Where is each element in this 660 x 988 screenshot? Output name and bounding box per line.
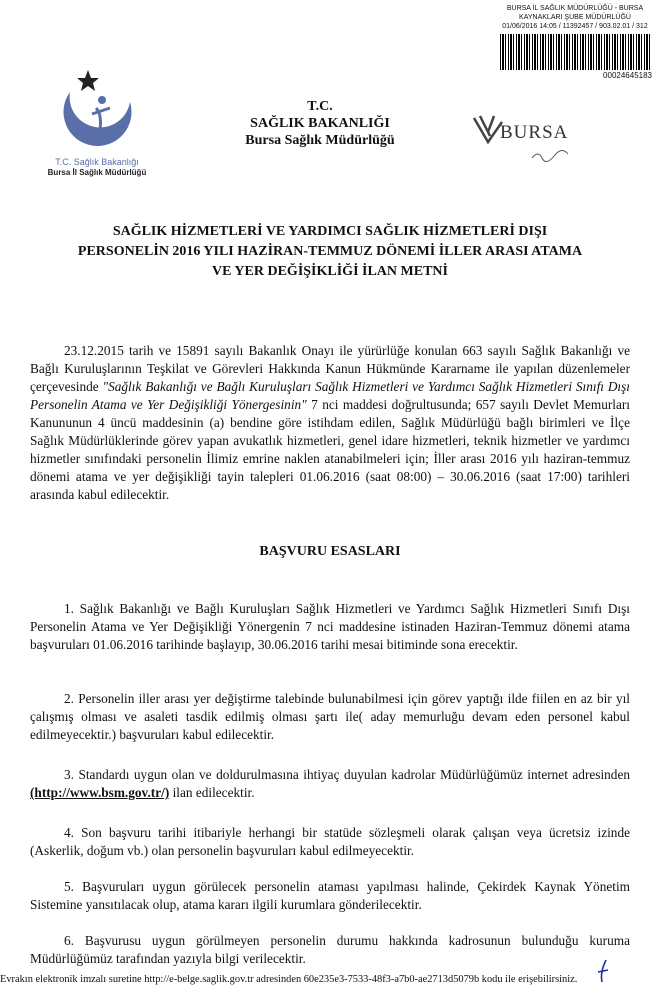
title-line-1: SAĞLIK HİZMETLERİ VE YARDIMCI SAĞLIK HİZMETLERİ DIŞI [112, 224, 548, 239]
intro-italic: "Sağlık Bakanlığı ve Bağlı Kuruluşları Sağlık Hizmetleri ve Yardımcı Sağlık Hizmetleri Sınıfı Dışı Personelin Atama ve Yer Değişikliği Yönergesinin" [30, 379, 630, 412]
stamp-line-1: BURSA İL SAĞLIK MÜDÜRLÜĞÜ - BURSA [506, 5, 644, 12]
stamp-line-2: KAYNAKLARI ŞUBE MÜDÜRLÜĞÜ [519, 14, 631, 21]
bursa-logo-text: BURSA [500, 122, 569, 143]
bursa-logo [470, 112, 580, 162]
document-stamp [492, 4, 658, 80]
logo-caption-2: Bursa İl Sağlık Müdürlüğü [47, 168, 147, 177]
signature-icon [530, 148, 570, 162]
barcode-icon [500, 34, 650, 70]
header-line-1: T.C. [307, 99, 333, 114]
ministry-logo [47, 62, 147, 180]
title-line-2: PERSONELİN 2016 YILI HAZİRAN-TEMMUZ DÖNEMİ İLLER ARASI ATAMA [77, 244, 583, 259]
section-heading: BAŞVURU ESASLARI [259, 544, 401, 559]
document-title [30, 222, 630, 282]
letterhead [220, 98, 420, 149]
e-signature-footer: Evrakın elektronik imzalı suretine http://e-belge.saglik.gov.tr adresinden 60e235e3-7533-48f3-a7b0-ae2713d5079b kodu ile erişebilirsiniz. [0, 974, 578, 985]
header-line-3: Bursa Sağlık Müdürlüğü [245, 133, 395, 148]
crescent-star-icon [50, 62, 140, 157]
bsm-website-link[interactable]: (http://www.bsm.gov.tr/) [30, 785, 170, 800]
stamp-line-3: 01/06/2016 14:05 / 11392457 / 903.02.01 / 312 [502, 23, 648, 30]
barcode-number: 00024645183 [603, 71, 652, 80]
title-line-3: VE YER DEĞİŞİKLİĞİ İLAN METNİ [212, 264, 448, 279]
item-2: 2. Personelin iller arası yer değiştirme talebinde bulunabilmesi için görev yaptığı ilde fiilen en az bir yıl çalışmış olması ve asaleti tasdik edilmiş olması şartı ile( aday memurluğu devam eden personel kabul edilmeyecektir.) başvuruları kabul edilecektir. [30, 691, 630, 742]
item-3-after: ilan edilecektir. [169, 785, 255, 800]
intro-part-2: 7 nci maddesi doğrultusunda; 657 sayılı Devlet Memurları Kanununun 4 üncü maddesinin (a) bendine göre istihdam edilen, Sağlık Müdürlüğü bağlı birimleri ve İlçe Sağlık Müdürlüklerinde görev yapan avukatlık hizmetleri, genel idare hizmetleri, teknik hizmetler ve yardımcı hizmetler sınıfındaki personelin İlimiz emrine naklen atanabilmeleri için; İller arası 2016 yılı haziran-temmuz dönemi atama ve yer değişikliği tayin talepleri 01.06.2016 (saat 08:00) – 30.06.2016 (saat 17:00) tarihleri arasında kabul edilecektir. [30, 397, 630, 502]
item-6: 6. Başvurusu uygun görülmeyen personelin durumu hakkında kadrosunun bulunduğu kuruma Müdürlüğümüz tarafından yazıyla bilgi verilecektir. [30, 933, 630, 966]
logo-caption-1: T.C. Sağlık Bakanlığı [55, 157, 139, 167]
item-4: 4. Son başvuru tarihi itibariyle herhangi bir statüde sözleşmeli olarak çalışan veya ücretsiz izinde (Askerlik, doğum vb.) olan personelin başvuruları kabul edilmeyecektir. [30, 825, 630, 858]
item-5: 5. Başvuruları uygun görülecek personelin ataması yapılması halinde, Çekirdek Kaynak Yönetim Sistemine yansıtılacak olup, atama kararı ilgili kurumlara gönderilecektir. [30, 879, 630, 912]
item-3-before: 3. Standardı uygun olan ve doldurulmasına ihtiyaç duyulan kadrolar Müdürlüğümüz internet adresinden [64, 767, 630, 782]
item-3 [30, 766, 630, 802]
item-1: 1. Sağlık Bakanlığı ve Bağlı Kuruluşları Sağlık Hizmetleri ve Yardımcı Sağlık Hizmetleri Sınıfı Dışı Personelin Atama ve Yer Değişikliği Yönergenin 7 nci maddesine istinaden Haziran-Temmuz dönemi atama başvuruları 01.06.2016 tarihinde başlayıp, 30.06.2016 tarihi mesai bitiminde sona erecektir. [30, 601, 630, 652]
intro-part-1: 23.12.2015 tarih ve 15891 sayılı Bakanlık Onayı ile yürürlüğe konulan 663 sayılı Sağlık Bakanlığı ve Bağlı Kuruluşlarının Teşkilat ve Görevleri Hakkında Kanun Hükmünde Kararname ile yapılan düzenlemeler çerçevesinde [30, 343, 630, 394]
header-line-2: SAĞLIK BAKANLIĞI [250, 116, 390, 131]
intro-paragraph [30, 342, 630, 504]
